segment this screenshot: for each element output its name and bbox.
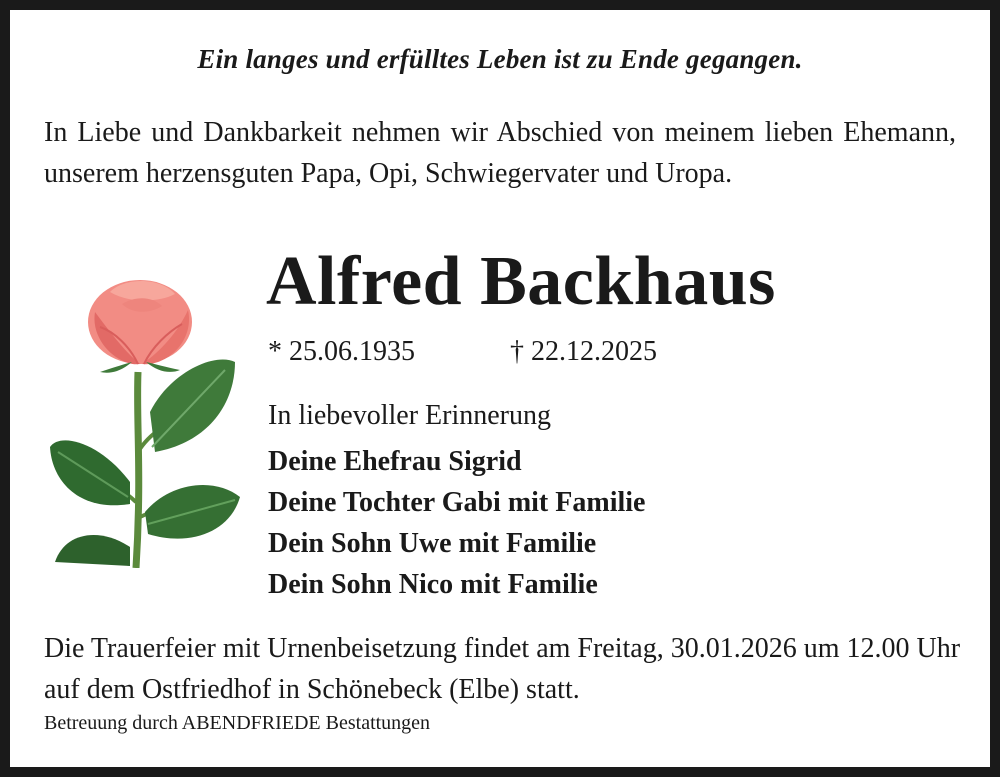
death-date: † 22.12.2025 [510, 336, 657, 367]
deceased-name: Alfred Backhaus [266, 243, 776, 320]
signers-list [268, 441, 645, 605]
ceremony-text: Die Trauerfeier mit Urnenbeisetzung findet am Freitag, 30.01.2026 um 12.00 Uhr auf dem Ostfriedhof in Schönebeck (Elbe) statt. [44, 633, 961, 705]
signer-item: Dein Sohn Uwe mit Familie [268, 528, 597, 559]
funeral-home-credit: Betreuung durch ABENDFRIEDE Bestattungen [44, 712, 431, 734]
birth-date: * 25.06.1935 [268, 336, 415, 367]
headline: Ein langes und erfülltes Leben ist zu Ende gegangen. [197, 44, 803, 74]
signer-item: Deine Ehefrau Sigrid [268, 446, 522, 477]
signer-item: Deine Tochter Gabi mit Familie [268, 487, 646, 518]
memory-line: In liebevoller Erinnerung [268, 400, 552, 431]
signer-item: Dein Sohn Nico mit Familie [268, 569, 598, 600]
intro-text: In Liebe und Dankbarkeit nehmen wir Abschied von meinem lieben Ehemann, unserem herzensguten Papa, Opi, Schwiegervater und Uropa. [44, 117, 956, 189]
rose-icon [40, 272, 240, 568]
